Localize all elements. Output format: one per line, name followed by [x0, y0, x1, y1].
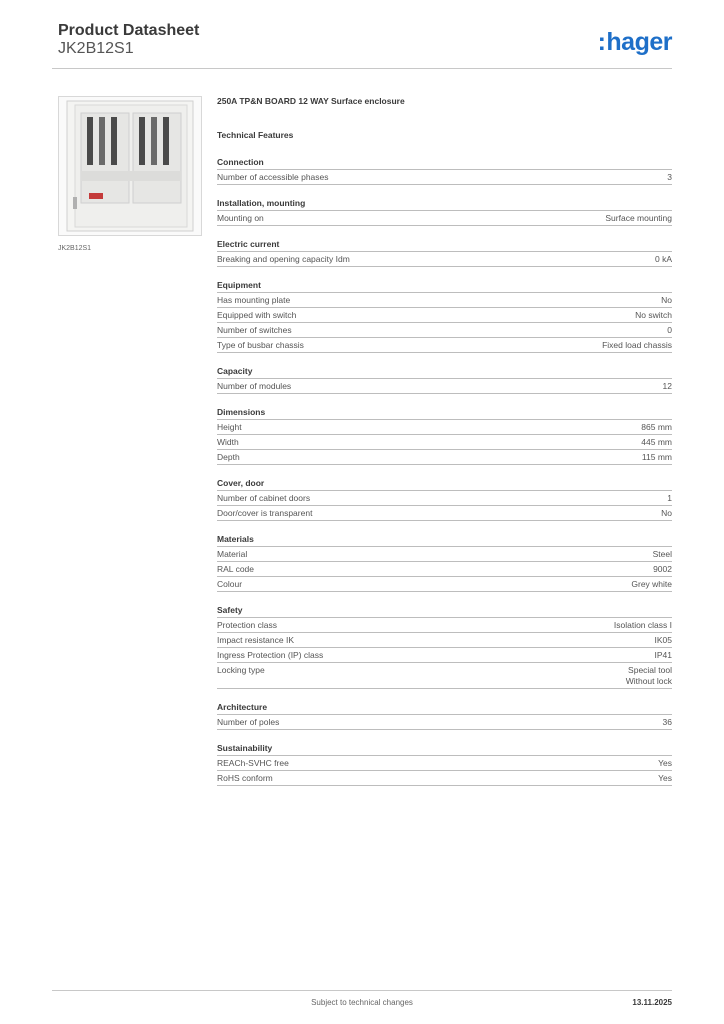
feature-label: Number of accessible phases [217, 172, 329, 182]
feature-value-line: Special tool [628, 665, 672, 675]
feature-label: Has mounting plate [217, 295, 291, 305]
feature-section [217, 197, 672, 226]
feature-value [641, 437, 672, 448]
header-divider [52, 68, 672, 69]
feature-section [217, 365, 672, 394]
feature-value-line: Yes [658, 757, 672, 768]
feature-row [217, 506, 672, 521]
feature-label: Type of busbar chassis [217, 340, 304, 350]
feature-value-line: 0 kA [654, 254, 672, 264]
feature-section [217, 279, 672, 353]
feature-value [661, 295, 672, 306]
feature-value-line: No switch [635, 310, 672, 320]
feature-value-line: Fixed load chassis [602, 340, 672, 350]
section-title: Materials [217, 533, 672, 547]
feature-row [217, 323, 672, 338]
feature-value [655, 254, 672, 265]
feature-value [667, 493, 672, 504]
feature-row [217, 648, 672, 663]
feature-label: Number of poles [217, 716, 280, 727]
feature-value [642, 452, 672, 463]
section-title: Dimensions [217, 406, 672, 420]
product-code: JK2B12S1 [58, 40, 134, 57]
feature-value-line: 0 [667, 325, 672, 335]
section-title: Capacity [217, 365, 672, 379]
section-title: Electric current [217, 238, 672, 252]
feature-section [217, 238, 672, 267]
feature-label: Number of cabinet doors [217, 493, 311, 503]
feature-label: Impact resistance IK [217, 635, 295, 645]
feature-row [217, 562, 672, 577]
feature-section [217, 533, 672, 592]
feature-label: Protection class [217, 620, 277, 630]
section-title: Sustainability [217, 742, 672, 756]
section-title: Installation, mounting [217, 197, 672, 211]
feature-row [217, 633, 672, 648]
feature-section [217, 701, 672, 730]
feature-value-line: Yes [658, 772, 672, 783]
feature-label: Locking type [217, 665, 265, 675]
feature-value [631, 579, 672, 590]
feature-value [667, 325, 672, 336]
feature-row [217, 420, 672, 435]
feature-value [626, 665, 672, 686]
section-title: Connection [217, 156, 672, 170]
footer-divider [52, 990, 672, 991]
feature-value-line: IK05 [654, 635, 672, 645]
feature-value-line: Without lock [625, 675, 672, 686]
feature-row [217, 308, 672, 323]
feature-value-line: IP41 [654, 650, 672, 660]
feature-row [217, 252, 672, 267]
feature-label: Ingress Protection (IP) class [217, 650, 324, 660]
feature-label: RoHS conform [217, 772, 273, 783]
feature-row [217, 170, 672, 185]
feature-row [217, 450, 672, 465]
feature-label: RAL code [217, 564, 255, 574]
distribution-board-icon [59, 97, 201, 235]
feature-value-line: 115 mm [641, 452, 672, 462]
feature-row [217, 435, 672, 450]
logo-text: hager [606, 28, 672, 56]
feature-row [217, 618, 672, 633]
feature-value-line: 36 [662, 716, 672, 727]
feature-row [217, 338, 672, 353]
feature-label: Breaking and opening capacity Idm [217, 254, 350, 264]
feature-value-line: Surface mounting [605, 213, 672, 223]
hager-logo: :hager [597, 28, 672, 56]
feature-value-line: Grey white [631, 579, 672, 589]
feature-label: Width [217, 437, 239, 447]
feature-value [605, 213, 672, 224]
distribution-board-image [58, 96, 202, 236]
page-title: Product Datasheet [58, 22, 200, 39]
datasheet-content [217, 96, 672, 786]
feature-value-line: 445 mm [641, 437, 672, 447]
feature-value-line: 9002 [653, 564, 672, 574]
feature-value [658, 773, 672, 784]
image-reference: JK2B12S1 [58, 245, 92, 252]
feature-value-line: 865 mm [641, 422, 672, 432]
feature-label: Height [217, 422, 242, 432]
feature-value [653, 549, 672, 560]
feature-sections [217, 156, 672, 786]
feature-label: Equipped with switch [217, 310, 297, 320]
feature-section [217, 406, 672, 465]
feature-value [655, 650, 673, 661]
footer-note: Subject to technical changes [311, 998, 413, 1007]
feature-row [217, 211, 672, 226]
feature-value [614, 620, 672, 631]
section-title: Cover, door [217, 477, 672, 491]
feature-value-line: 12 [662, 381, 672, 391]
feature-value-line: No [661, 295, 672, 305]
feature-value-line: 3 [667, 172, 672, 182]
feature-value [602, 340, 672, 351]
section-title: Safety [217, 604, 672, 618]
feature-row [217, 491, 672, 506]
feature-label: REACh-SVHC free [217, 757, 289, 768]
document-header [58, 22, 199, 58]
feature-section [217, 742, 672, 786]
feature-section [217, 156, 672, 185]
feature-label: Material [217, 549, 248, 559]
feature-label: Colour [217, 579, 243, 589]
feature-value [635, 310, 672, 321]
feature-row [217, 771, 672, 786]
feature-label: Mounting on [217, 213, 264, 223]
feature-value [663, 717, 672, 728]
feature-row [217, 663, 672, 689]
feature-value [641, 422, 672, 433]
feature-label: Number of switches [217, 325, 292, 335]
feature-row [217, 547, 672, 562]
feature-section [217, 477, 672, 521]
feature-section [217, 604, 672, 689]
feature-row [217, 293, 672, 308]
feature-value [653, 564, 672, 575]
feature-row [217, 379, 672, 394]
feature-value [667, 172, 672, 183]
feature-value [663, 381, 672, 392]
technical-features-title: Technical Features [217, 130, 294, 140]
product-description: 250A TP&N BOARD 12 WAY Surface enclosure [217, 96, 405, 106]
feature-label: Door/cover is transparent [217, 508, 313, 518]
feature-value-line: No [661, 508, 672, 518]
feature-value-line: 1 [667, 493, 672, 503]
feature-value-line: Steel [652, 549, 672, 559]
feature-value [661, 508, 672, 519]
feature-value [658, 758, 672, 769]
feature-label: Number of modules [217, 381, 292, 391]
feature-label: Depth [217, 452, 240, 462]
feature-row [217, 715, 672, 730]
feature-row [217, 577, 672, 592]
feature-value [655, 635, 673, 646]
section-title: Architecture [217, 701, 672, 715]
section-title: Equipment [217, 279, 672, 293]
footer-date: 13.11.2025 [632, 998, 672, 1007]
feature-row [217, 756, 672, 771]
feature-value-line: Isolation class I [613, 620, 672, 630]
